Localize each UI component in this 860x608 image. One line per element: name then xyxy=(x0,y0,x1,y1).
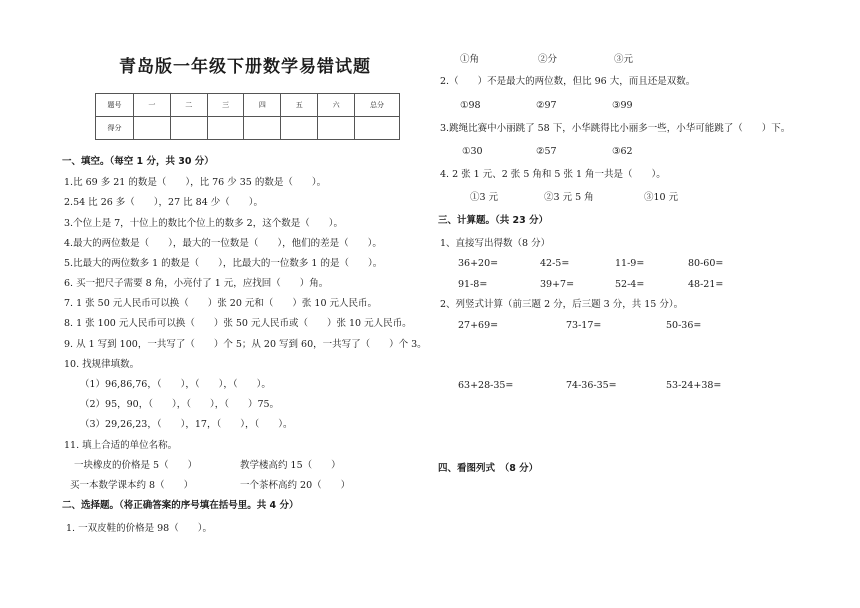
question-text: 4. 2 张 1 元、2 张 5 角和 5 张 1 角一共是（ ）。 xyxy=(440,169,666,180)
choice-option: ②57 xyxy=(536,146,557,157)
choice-option: ①30 xyxy=(462,146,483,157)
question-subitem: （1）96,86,76，（ ），（ ），（ ）。 xyxy=(80,379,271,390)
choice-option: ①角 xyxy=(460,54,480,65)
subsection-title: 2、列竖式计算（前三题 2 分，后三题 3 分，共 15 分）。 xyxy=(440,299,684,310)
question-text: 2.54 比 26 多（ ），27 比 84 少（ ）。 xyxy=(64,197,264,208)
choice-option: ②3 元 5 角 xyxy=(544,192,594,203)
question-text: 1. 一双皮鞋的价格是 98（ ）。 xyxy=(66,523,212,534)
vertical-calc-item: 50-36= xyxy=(666,320,702,331)
calc-item: 52-4= xyxy=(615,279,645,290)
choice-option: ③元 xyxy=(614,54,634,65)
score-table-header-row xyxy=(96,94,400,117)
question-subitem: 一块橡皮的价格是 5（ ） xyxy=(74,460,198,471)
score-header-cell: 二 xyxy=(170,94,207,117)
question-text: 6. 买一把尺子需要 8 角，小亮付了 1 元，应找回（ ）角。 xyxy=(64,278,329,289)
vertical-calc-item: 53-24+38= xyxy=(666,380,722,391)
question-text: 5.比最大的两位数多 1 的数是（ ），比最大的一位数多 1 的是（ ）。 xyxy=(64,258,383,269)
score-row-label: 得分 xyxy=(96,117,134,140)
question-text: 7. 1 张 50 元人民币可以换（ ）张 20 元和（ ）张 10 元人民币。 xyxy=(64,298,378,309)
question-subitem: （2）95，90，（ ），（ ），（ ）75。 xyxy=(80,399,280,410)
question-text: 9. 从 1 写到 100，一共写了（ ）个 5；从 20 写到 60，一共写了（ ）个 3。 xyxy=(64,339,427,350)
calc-item: 36+20= xyxy=(458,258,499,269)
question-text: 3.跳绳比赛中小丽跳了 58 下，小华跳得比小丽多一些，小华可能跳了（ ）下。 xyxy=(440,123,791,134)
score-cell xyxy=(134,117,171,140)
question-text: 11. 填上合适的单位名称。 xyxy=(64,440,178,451)
score-header-cell: 一 xyxy=(134,94,171,117)
choice-option: ①98 xyxy=(460,100,481,111)
score-cell xyxy=(355,117,400,140)
choice-option: ①3 元 xyxy=(470,192,499,203)
question-text: 3.个位上是 7，十位上的数比个位上的数多 2，这个数是（ ）。 xyxy=(64,218,343,229)
choice-option: ②97 xyxy=(536,100,557,111)
question-text: 10. 找规律填数。 xyxy=(64,359,140,370)
question-subitem: （3）29,26,23，（ ），17，（ ），（ ）。 xyxy=(80,419,293,430)
vertical-calc-item: 63+28-35= xyxy=(458,380,514,391)
score-header-cell: 六 xyxy=(318,94,355,117)
calc-item: 39+7= xyxy=(540,279,575,290)
score-header-cell: 四 xyxy=(244,94,281,117)
page-title: 青岛版一年级下册数学易错试题 xyxy=(119,57,371,77)
question-text: 4.最大的两位数是（ ），最大的一位数是（ ），他们的差是（ ）。 xyxy=(64,238,382,249)
section-picture-heading: 四、看图列式 （8 分） xyxy=(438,463,539,474)
calc-item: 91-8= xyxy=(458,279,488,290)
section-calc-heading: 三、计算题。（共 23 分） xyxy=(438,215,549,226)
calc-item: 42-5= xyxy=(540,258,570,269)
question-subitem: 买一本数学课本约 8（ ） xyxy=(70,480,194,491)
score-cell xyxy=(207,117,244,140)
question-text: 2.（ ）不是最大的两位数，但比 96 大，而且还是双数。 xyxy=(440,76,696,87)
score-table-score-row xyxy=(96,117,400,140)
score-cell xyxy=(244,117,281,140)
calc-item: 11-9= xyxy=(615,258,645,269)
question-subitem: 教学楼高约 15（ ） xyxy=(240,460,341,471)
vertical-calc-item: 74-36-35= xyxy=(566,380,617,391)
calc-item: 80-60= xyxy=(688,258,724,269)
score-header-cell: 三 xyxy=(207,94,244,117)
choice-option: ③10 元 xyxy=(644,192,679,203)
question-subitem: 一个茶杯高约 20（ ） xyxy=(240,480,351,491)
score-header-cell: 总分 xyxy=(355,94,400,117)
section-fill-in-heading: 一、填空。（每空 1 分，共 30 分） xyxy=(62,156,214,167)
choice-option: ③99 xyxy=(612,100,633,111)
score-header-cell: 题号 xyxy=(96,94,134,117)
choice-option: ②分 xyxy=(538,54,558,65)
section-choice-heading: 二、选择题。（将正确答案的序号填在括号里。共 4 分） xyxy=(62,500,299,511)
score-cell xyxy=(170,117,207,140)
score-cell xyxy=(318,117,355,140)
choice-option: ③62 xyxy=(612,146,633,157)
score-header-cell: 五 xyxy=(281,94,318,117)
calc-item: 48-21= xyxy=(688,279,724,290)
vertical-calc-item: 27+69= xyxy=(458,320,499,331)
question-text: 8. 1 张 100 元人民币可以换（ ）张 50 元人民币或（ ）张 10 元人民币。 xyxy=(64,318,412,329)
vertical-calc-item: 73-17= xyxy=(566,320,602,331)
question-text: 1.比 69 多 21 的数是（ ），比 76 少 35 的数是（ ）。 xyxy=(64,177,327,188)
score-cell xyxy=(281,117,318,140)
score-table xyxy=(95,93,400,140)
subsection-title: 1、直接写出得数（8 分） xyxy=(440,238,551,249)
